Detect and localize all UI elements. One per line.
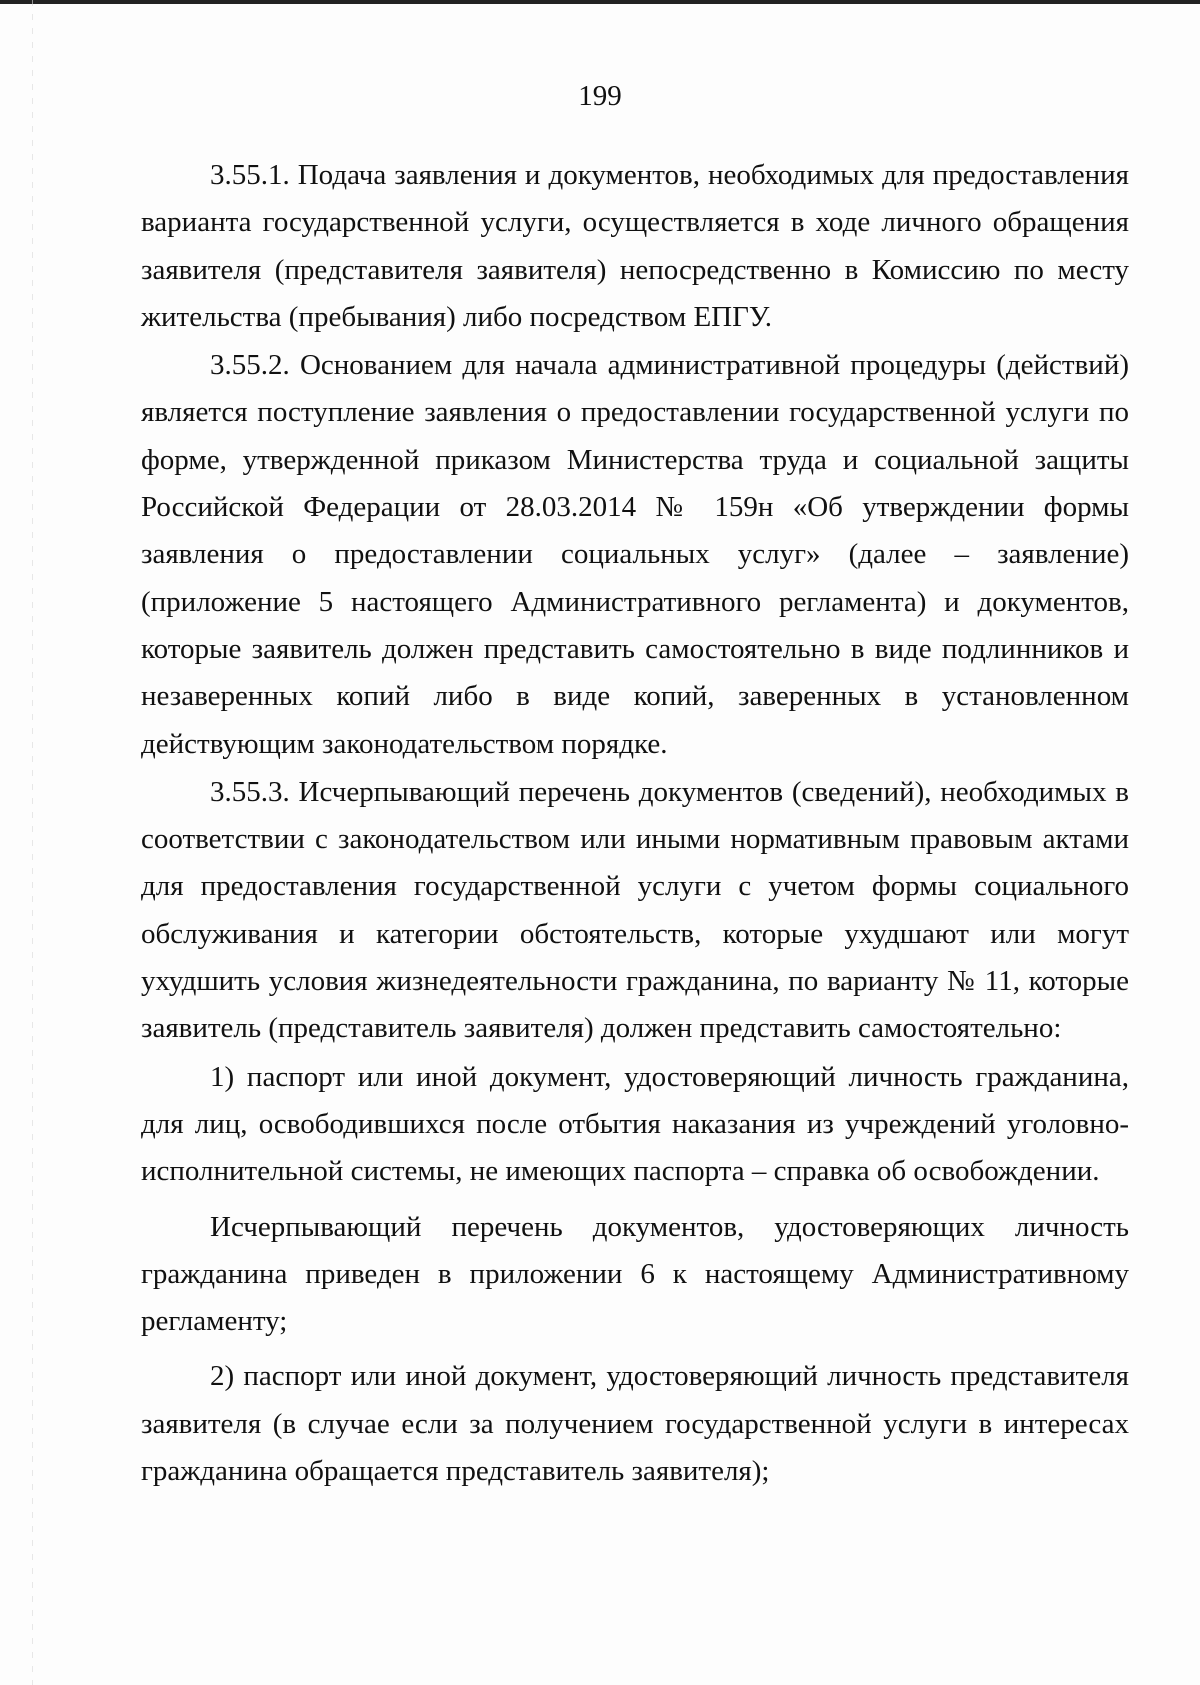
list-item-1: 1) паспорт или иной документ, удостоверяющий личность гражданина, для лиц, освободившихся после отбытия наказания из учреждений уголовно-исполнительной системы, не имеющих паспорта – справка об освобождении. [141,1060,1129,1188]
top-border-line [0,0,1200,4]
paragraph-id-documents-note: Исчерпывающий перечень документов, удостоверяющих личность гражданина приведен в приложении 6 к настоящему Административному регламенту; [141,1210,1129,1338]
paragraph-3-55-3: 3.55.3. Исчерпывающий перечень документов (сведений), необходимых в соответствии с законодательством или иными нормативным правовым актами для предоставления государственной услуги с учетом формы социального обслуживания и категории обстоятельств, которые ухудшают или могут ухудшить условия жизнедеятельности гражданина, по варианту № 11, которые заявитель (представитель заявителя) должен представить самостоятельно: [141,775,1129,1045]
list-item-2: 2) паспорт или иной документ, удостоверяющий личность представителя заявителя (в случае если за получением государственной услуги в интересах гражданина обращается представитель заявителя); [141,1360,1129,1488]
page-number: 199 [578,80,622,112]
paragraph-3-55-1: 3.55.1. Подача заявления и документов, необходимых для предоставления варианта государственной услуги, осуществляется в ходе личного обращения заявителя (представителя заявителя) непосредственно в Комиссию по месту жительства (пребывания) либо посредством ЕПГУ. [141,159,1129,333]
paragraph-3-55-2: 3.55.2. Основанием для начала административной процедуры (действий) является поступление заявления о предоставлении государственной услуги по форме, утвержденной приказом Министерства труда и социальной защиты Российской Федерации от 28.03.2014 № 159н «Об утверждении формы заявления о предоставлении социальных услуг» (далее – заявление) (приложение 5 настоящего Административного регламента) и документов, которые заявитель должен представить самостоятельно в виде подлинников и незаверенных копий либо в виде копий, заверенных в установленном действующим законодательством порядке. [141,349,1129,760]
document-body [141,152,1129,1495]
scan-edge-marks [32,0,33,1685]
